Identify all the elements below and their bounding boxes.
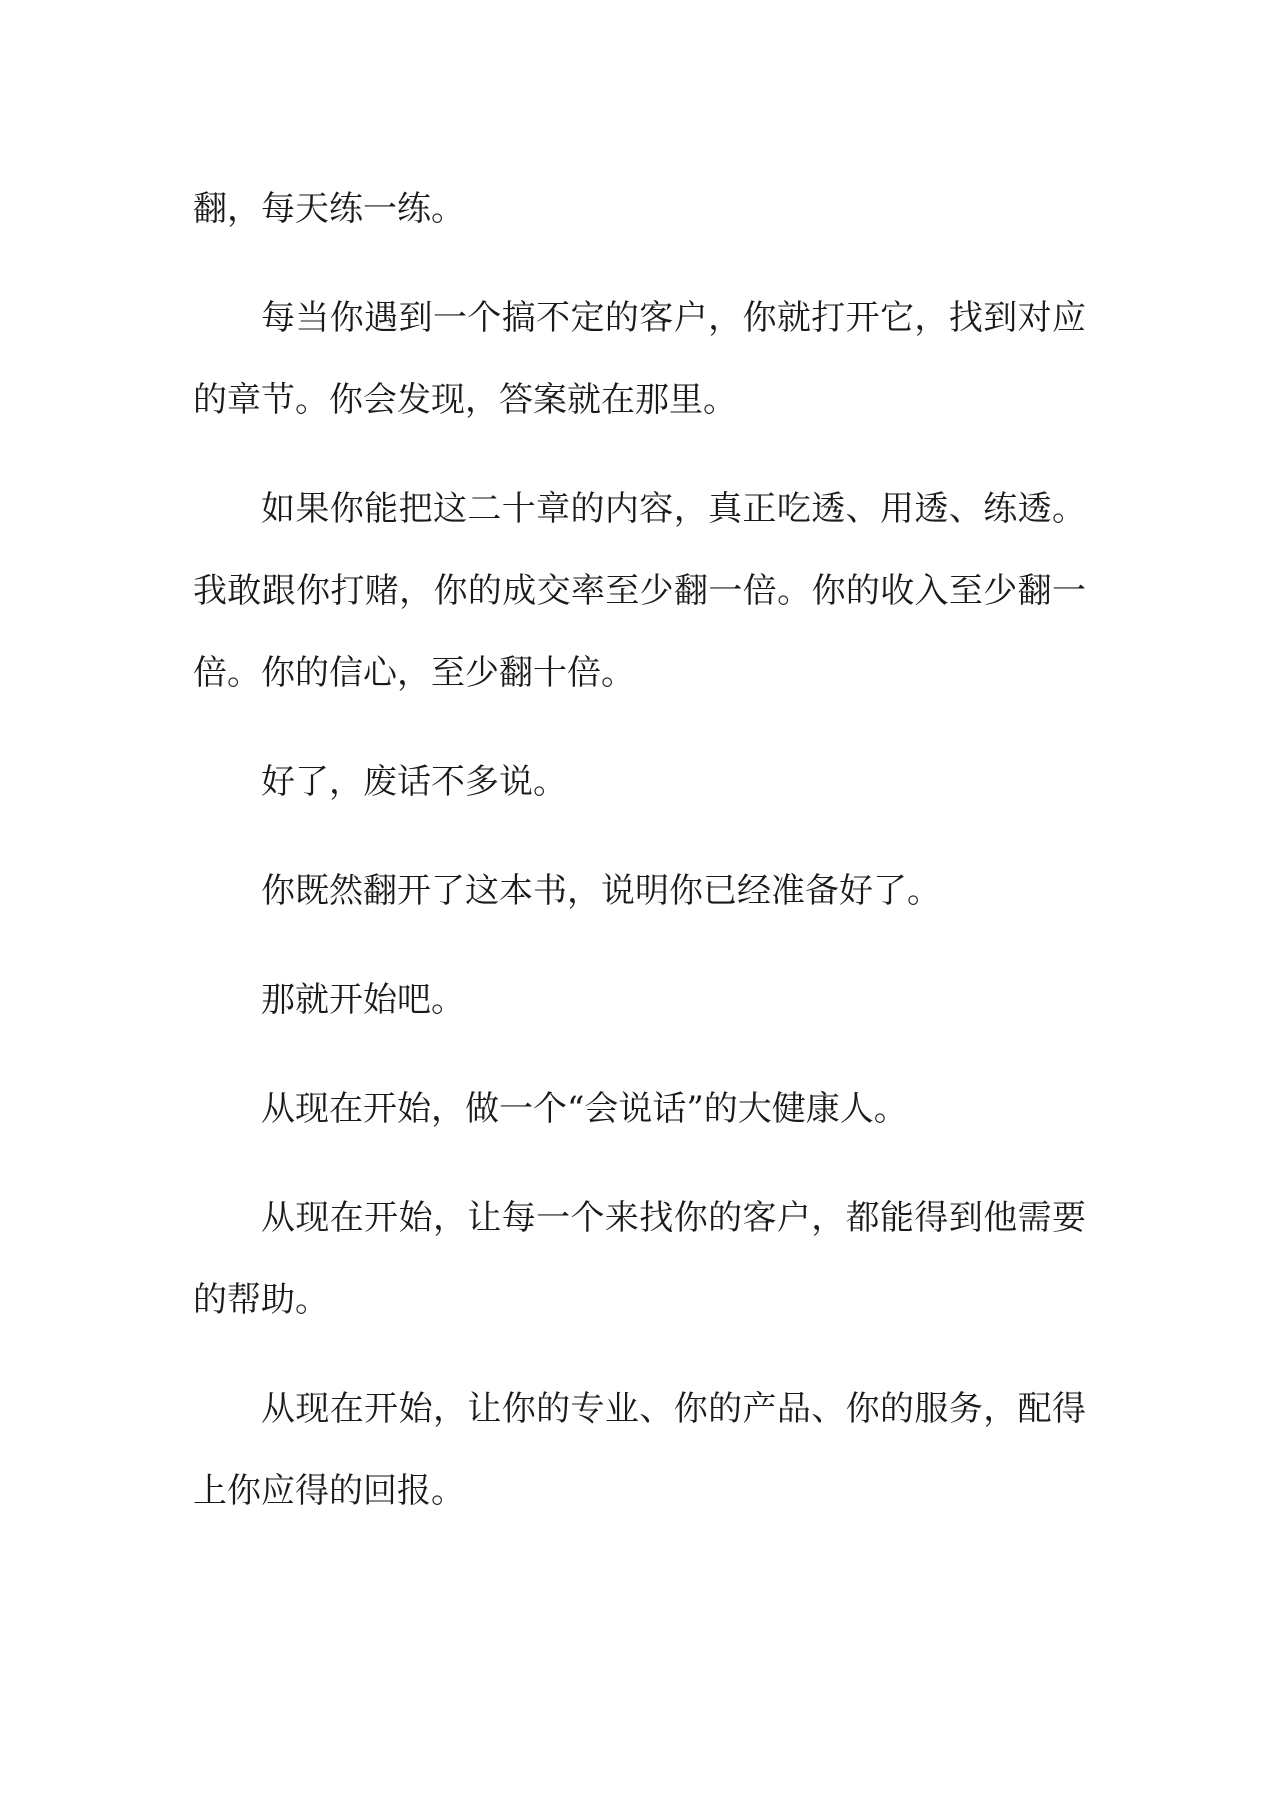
paragraph: 你既然翻开了这本书，说明你已经准备好了。: [261, 871, 941, 911]
paragraph: 翻，每天练一练。: [193, 189, 465, 229]
paragraph: 那就开始吧。: [261, 980, 465, 1020]
paragraph: 好了，废话不多说。: [261, 762, 567, 802]
paragraph: 每当你遇到一个搞不定的客户，你就打开它，找到对应的章节。你会发现，答案就在那里。: [193, 298, 1086, 420]
paragraph: 从现在开始，做一个“会说话”的大健康人。: [261, 1089, 908, 1129]
body-text: [193, 168, 1086, 1559]
paragraph: 如果你能把这二十章的内容，真正吃透、用透、练透。我敢跟你打赌，你的成交率至少翻一倍。你的收入至少翻一倍。你的信心，至少翻十倍。: [193, 489, 1086, 693]
paragraph: 从现在开始，让每一个来找你的客户，都能得到他需要的帮助。: [193, 1198, 1086, 1320]
paragraph: 从现在开始，让你的专业、你的产品、你的服务，配得上你应得的回报。: [193, 1389, 1086, 1511]
